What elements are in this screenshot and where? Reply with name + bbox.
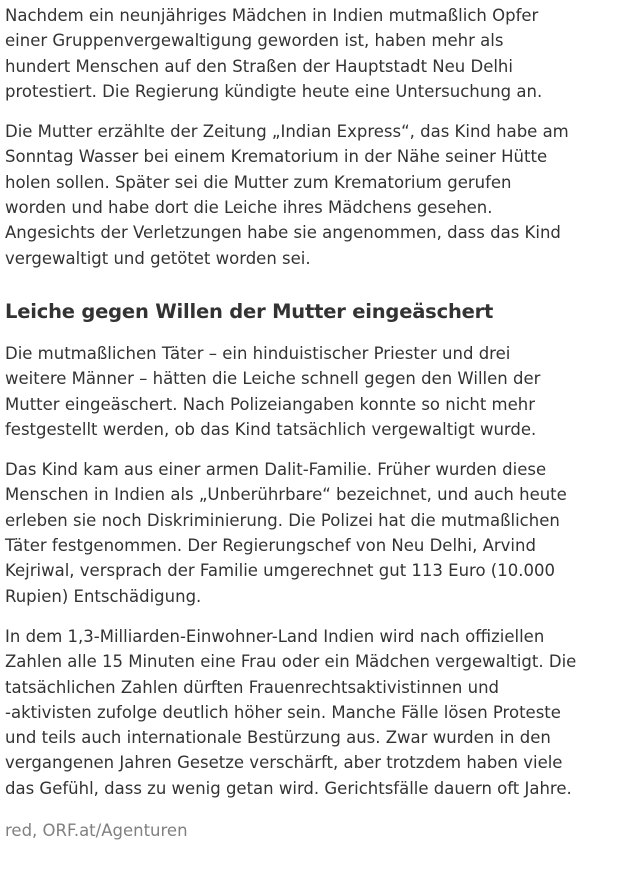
article-source: red, ORF.at/Agenturen (5, 821, 188, 841)
article-paragraph: Die mutmaßlichen Täter – ein hinduistischer Priester und drei weitere Männer – hätten die Leiche schnell gegen den Willen der Mutter eingeäschert. Nach Polizeiangaben konnte so nicht mehr festgestellt werden, ob das Kind tatsächlich vergewaltigt wurde. (5, 343, 541, 439)
article-paragraph: Nachdem ein neunjähriges Mädchen in Indien mutmaßlich Opfer einer Gruppenvergewaltigung geworden ist, haben mehr als hundert Menschen auf den Straßen der Hauptstadt Neu Delhi protestiert. Die Regierung kündigte heute eine Untersuchung an. (5, 6, 543, 101)
article-subheading: Leiche gegen Willen der Mutter eingeäschert (5, 299, 494, 323)
article-paragraph: In dem 1,3-Milliarden-Einwohner-Land Indien wird nach offiziellen Zahlen alle 15 Minuten eine Frau oder ein Mädchen vergewaltigt. Die tatsächlichen Zahlen dürften Frauenrechtsaktivistinnen und -aktivisten zufolge deutlich höher sein. Manche Fälle lösen Proteste und teils auch internationale Bestürzung aus. Zwar wurden in den vergangenen Jahren Gesetze verschärft, aber trotzdem haben viele das Gefühl, dass zu wenig getan wird. Gerichtsfälle dauern oft Jahre. (5, 626, 577, 798)
article-paragraph: Das Kind kam aus einer armen Dalit-Familie. Früher wurden diese Menschen in Indien als „Unberührbare“ bezeichnet, und auch heute erleben sie noch Diskriminierung. Die Polizei hat die mutmaßlichen Täter festgenommen. Der Regierungschef von Neu Delhi, Arvind Kejriwal, versprach der Familie umgerechnet gut 113 Euro (10.000 Rupien) Entschädigung. (5, 460, 567, 606)
article-paragraph: Die Mutter erzählte der Zeitung „Indian Express“, das Kind habe am Sonntag Wasser bei einem Krematorium in der Nähe seiner Hütte holen sollen. Später sei die Mutter zum Krematorium gerufen worden und habe dort die Leiche ihres Mädchens gesehen. Angesichts der Verletzungen habe sie angenommen, dass das Kind vergewaltigt und getötet worden sei. (5, 122, 569, 268)
article-body (5, 0, 615, 843)
